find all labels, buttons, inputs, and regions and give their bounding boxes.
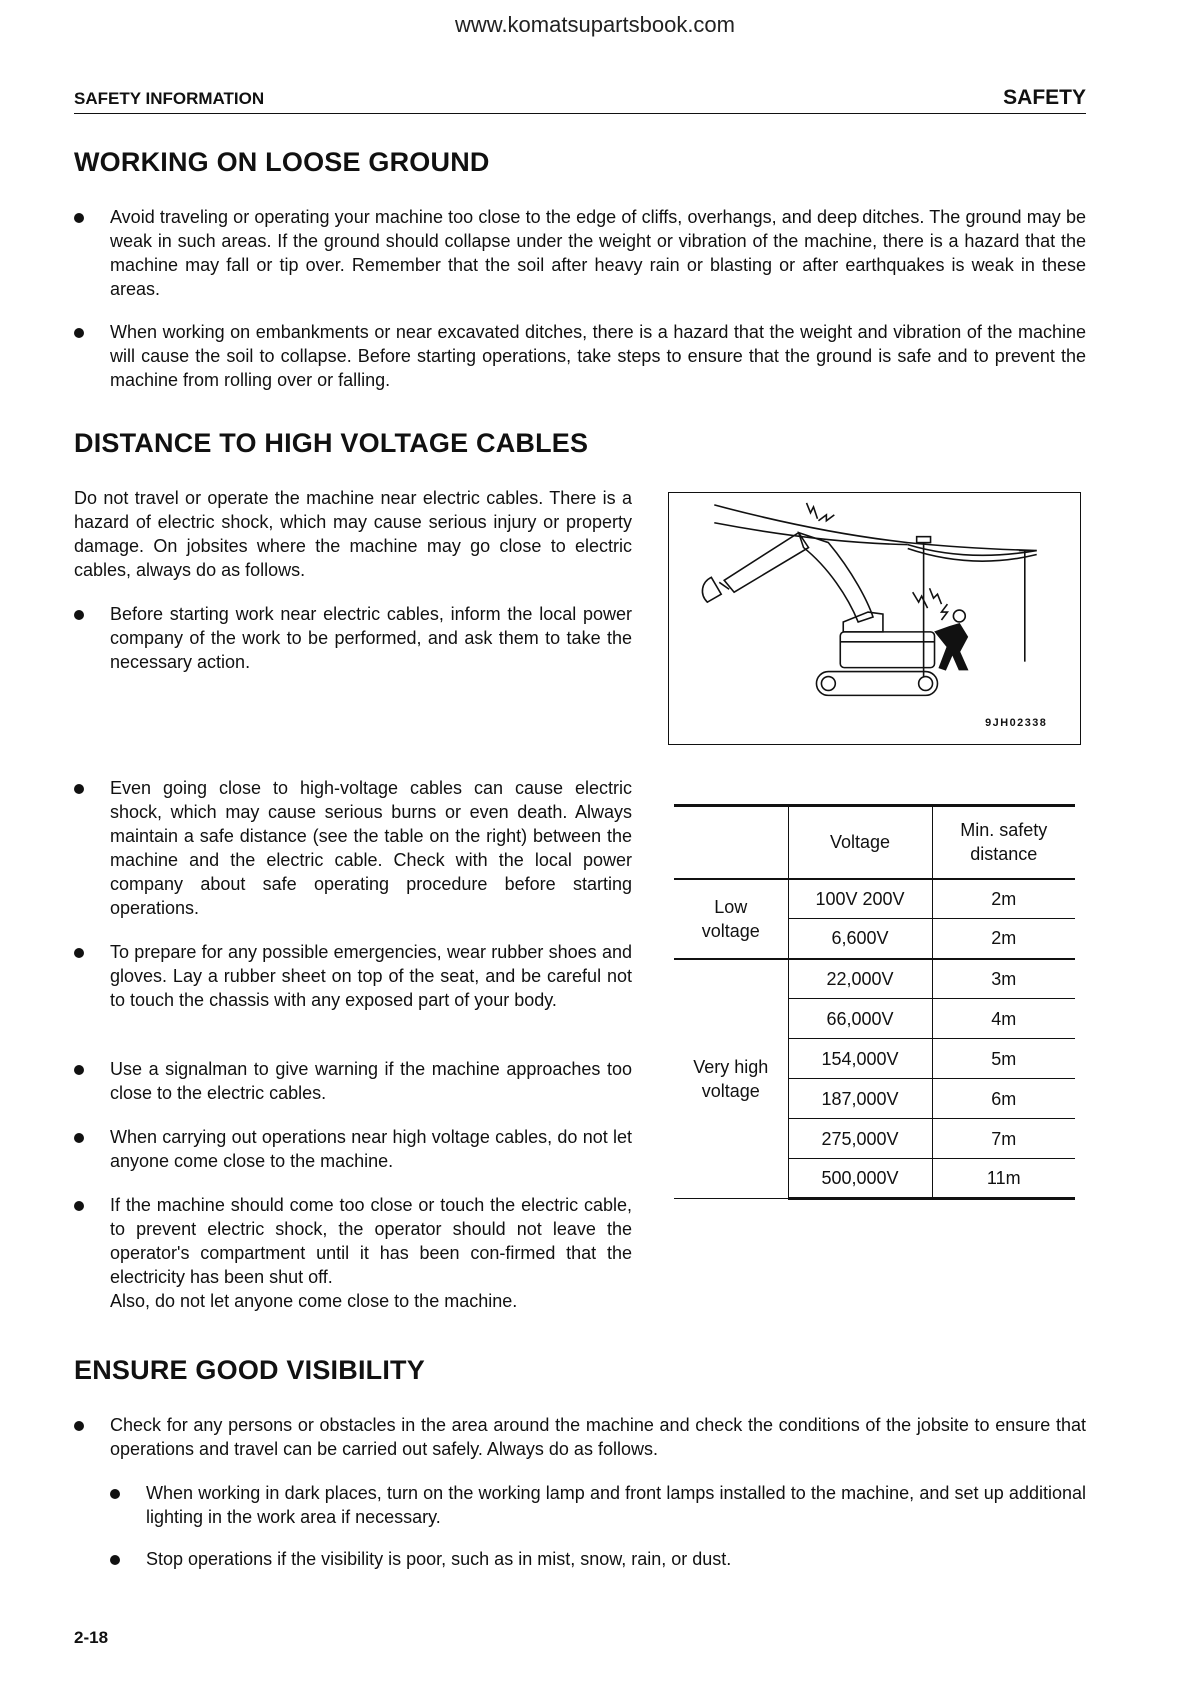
list-item-text: When working on embankments or near excavated ditches, there is a hazard that the weight and vibration of the machine will cause the soil to collapse. Before starting operations, take steps to ensure that the ground is safe and to prevent the machine from rolling over or falling. [110, 322, 1086, 390]
list-item-text: Avoid traveling or operating your machine too close to the edge of cliffs, overhangs, and deep ditches. The ground may be weak in such areas. If the ground should collapse under the weight or vibration of the machine, there is a hazard that the machine may fall or tip over. Remember that the soil after heavy rain or blasting or after earthquakes is weak in these areas. [110, 207, 1086, 299]
table-header-distance [932, 806, 1075, 879]
table-header-voltage: Voltage [788, 806, 932, 879]
voltage-distance-table [674, 804, 1075, 1200]
table-group-high-text: Very high voltage [693, 1056, 769, 1101]
bullet-icon [74, 784, 84, 794]
table-cell-voltage: 154,000V [788, 1039, 932, 1079]
table-header-distance-text: Min. safety distance [960, 820, 1048, 865]
table-group-low-text: Low voltage [701, 896, 760, 941]
table-cell-voltage: 6,600V [788, 919, 932, 959]
table-cell-distance: 11m [932, 1159, 1075, 1199]
table-cell-distance: 6m [932, 1079, 1075, 1119]
table-cell-voltage: 500,000V [788, 1159, 932, 1199]
table-cell-distance: 7m [932, 1119, 1075, 1159]
table-cell-voltage: 187,000V [788, 1079, 932, 1119]
table-row [674, 879, 1075, 919]
list-item-text-extra: Also, do not let anyone come close to the machine. [110, 1291, 518, 1311]
bullet-icon [74, 1065, 84, 1075]
table-header-row [674, 806, 1075, 879]
list-item-text: Use a signalman to give warning if the machine approaches too close to the electric cables. [110, 1059, 632, 1103]
sub-list-item-text: Stop operations if the visibility is poor, such as in mist, snow, rain, or dust. [146, 1549, 732, 1569]
list-item-text-main: If the machine should come too close or touch the electric cable, to prevent electric shock, the operator should not leave the operator's compartment until it has been con-firmed that the electricity has been shut off. [110, 1195, 632, 1287]
bullet-icon [74, 610, 84, 620]
bullet-icon [74, 1201, 84, 1211]
heading-high-voltage: DISTANCE TO HIGH VOLTAGE CABLES [74, 428, 589, 458]
source-url: www.komatsupartsbook.com [455, 12, 735, 37]
table-group-low [674, 879, 788, 959]
list-item-text [110, 1193, 632, 1313]
table-cell-voltage: 66,000V [788, 999, 932, 1039]
table-header-empty [674, 806, 788, 879]
bullet-icon [74, 328, 84, 338]
header-section-label: SAFETY INFORMATION [74, 89, 265, 108]
header-rule [74, 113, 1086, 114]
table-cell-voltage: 275,000V [788, 1119, 932, 1159]
bullet-icon [110, 1489, 120, 1499]
heading-loose-ground: WORKING ON LOOSE GROUND [74, 147, 490, 177]
bullet-icon [74, 213, 84, 223]
excavator-cable-illustration [668, 492, 1081, 745]
table-cell-distance: 3m [932, 959, 1075, 999]
table-cell-voltage: 100V 200V [788, 879, 932, 919]
table-cell-distance: 5m [932, 1039, 1075, 1079]
bullet-icon [110, 1555, 120, 1565]
intro-paragraph: Do not travel or operate the machine near electric cables. There is a hazard of electric shock, which may cause serious injury or property damage. On jobsites where the machine may go close to electric cables, always do as follows. [74, 488, 632, 580]
sub-list-item-text: When working in dark places, turn on the working lamp and front lamps installed to the machine, and set up additional lighting in the work area if necessary. [146, 1483, 1086, 1527]
figure-code: 9JH02338 [985, 717, 1048, 730]
bullet-icon [74, 948, 84, 958]
bullet-icon [74, 1133, 84, 1143]
table-cell-voltage: 22,000V [788, 959, 932, 999]
table-row [674, 959, 1075, 999]
list-item-text: Even going close to high-voltage cables can cause electric shock, which may cause serious burns or even death. Always maintain a safe distance (see the table on the right) between the machine and the electric cable. Check with the local power company about safe operating procedure before starting operations. [110, 778, 632, 918]
list-item-text: Before starting work near electric cables, inform the local power company of the work to be performed, and ask them to take the necessary action. [110, 604, 632, 672]
list-item-text: When carrying out operations near high voltage cables, do not let anyone come close to the machine. [110, 1127, 632, 1171]
table-group-high [674, 959, 788, 1199]
table-cell-distance: 2m [932, 919, 1075, 959]
bullet-icon [74, 1421, 84, 1431]
list-item-text: To prepare for any possible emergencies, wear rubber shoes and gloves. Lay a rubber sheet on top of the seat, and be careful not to touch the chassis with any exposed part of your body. [110, 942, 632, 1010]
page-number: 2-18 [74, 1628, 109, 1647]
table-cell-distance: 2m [932, 879, 1075, 919]
excavator-figure-svg [669, 493, 1080, 744]
header-chapter-label: SAFETY [1003, 86, 1086, 109]
table-cell-distance: 4m [932, 999, 1075, 1039]
heading-visibility: ENSURE GOOD VISIBILITY [74, 1355, 425, 1385]
list-item-text: Check for any persons or obstacles in the area around the machine and check the conditions of the jobsite to ensure that operations and travel can be carried out safely. Always do as follows. [110, 1415, 1086, 1459]
